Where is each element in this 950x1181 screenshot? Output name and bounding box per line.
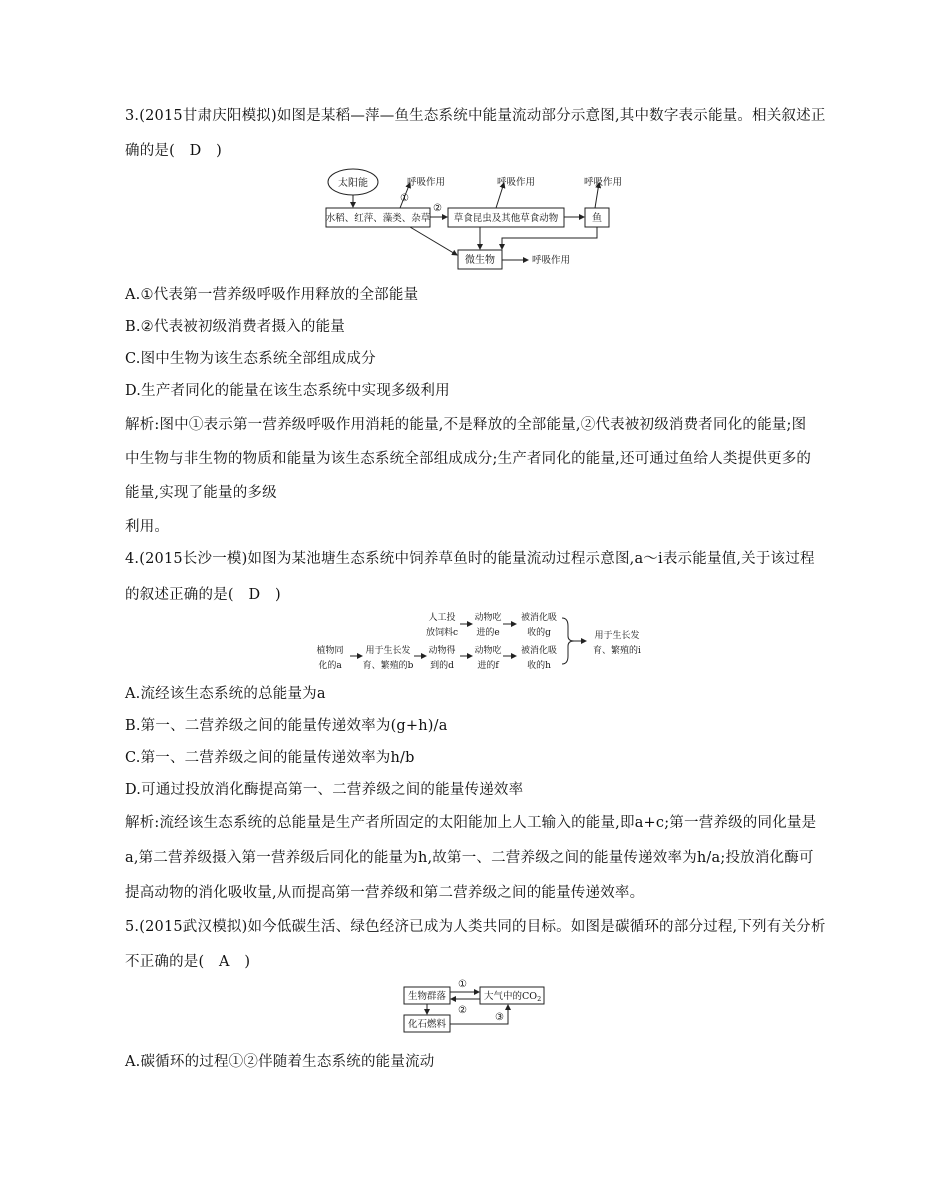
resp-label-2: 呼吸作用 [497, 177, 536, 188]
fish-label: 鱼 [592, 213, 602, 224]
eat-f-label-1: 动物吃 [474, 646, 502, 656]
resp-label-3: 呼吸作用 [584, 177, 623, 188]
q5-stem-line2: 不正确的是( A ) [125, 954, 251, 970]
marker-1: ① [400, 193, 409, 204]
marker-2: ② [433, 203, 442, 214]
marker-3: ③ [495, 1012, 504, 1023]
q4-energy-flow-diagram [310, 608, 670, 680]
abs-h-label-1: 被消化吸 [520, 646, 558, 656]
resp-label-4: 呼吸作用 [532, 255, 571, 266]
q3-energy-flow-diagram [300, 165, 640, 275]
consumers-label: 草食昆虫及其他草食动物 [453, 213, 559, 224]
plant-label-1: 植物同 [316, 646, 344, 656]
q4-option-a: A.流经该生态系统的总能量为a [125, 686, 326, 702]
abs-g-label-1: 被消化吸 [520, 613, 558, 623]
q3-option-b: B.②代表被初级消费者摄入的能量 [125, 319, 345, 335]
q4-explanation-line2: a,第二营养级摄入第一营养级后同化的能量为h,故第一、二营养级之间的能量传递效率为h/a;投放消化酶可 [125, 850, 814, 866]
eat-e-label-1: 动物吃 [474, 613, 502, 623]
q4-option-b: B.第一、二营养级之间的能量传递效率为(g+h)/a [125, 718, 448, 734]
q3-option-d: D.生产者同化的能量在该生态系统中实现多级利用 [125, 383, 450, 399]
get-d-label-1: 动物得 [428, 646, 456, 656]
q3-option-c: C.图中生物为该生态系统全部组成成分 [125, 351, 376, 367]
eat-f-label-2: 进的f [477, 661, 499, 671]
q4-stem-line1: 4.(2015长沙一模)如图为某池塘生态系统中饲养草鱼时的能量流动过程示意图,a～i表示能量值,关于该过程 [125, 551, 815, 567]
atmosphere-label: 大气中的$CO_2$ [484, 991, 542, 1003]
q3-explanation-line4: 利用。 [125, 519, 170, 535]
get-d-label-2: 到的d [430, 661, 454, 671]
sun-label: 太阳能 [338, 178, 368, 189]
q3-explanation-line3: 能量,实现了能量的多级 [125, 485, 277, 501]
q5-option-a: A.碳循环的过程①②伴随着生态系统的能量流动 [125, 1054, 435, 1070]
q4-explanation-line1: 解析:流经该生态系统的总能量是生产者所固定的太阳能加上人工输入的能量,即a+c;第一营养级的同化量是 [125, 815, 817, 831]
fossil-label: 化石燃料 [407, 1019, 447, 1030]
feed-label-1: 人工投 [428, 613, 456, 623]
growth-b-label-1: 用于生长发 [365, 646, 411, 656]
q3-option-a: A.①代表第一营养级呼吸作用释放的全部能量 [125, 287, 419, 303]
q3-explanation-line1: 解析:图中①表示第一营养级呼吸作用消耗的能量,不是释放的全部能量,②代表被初级消费者同化的能量;图 [125, 417, 807, 433]
growth-i-label-1: 用于生长发 [594, 631, 640, 641]
growth-b-label-2: 育、繁殖的b [362, 661, 414, 671]
feed-label-2: 放饲料c [425, 628, 459, 638]
plant-label-2: 化的a [318, 661, 342, 671]
growth-i-label-2: 育、繁殖的i [593, 646, 641, 656]
marker-1: ① [458, 979, 467, 990]
q5-carbon-cycle-diagram [400, 978, 560, 1040]
q3-explanation-line2: 中生物与非生物的物质和能量为该生态系统全部组成成分;生产者同化的能量,还可通过鱼给人类提供更多的 [125, 451, 812, 467]
q4-stem-line2: 的叙述正确的是( D ) [125, 587, 281, 603]
q3-stem-line1: 3.(2015甘肃庆阳模拟)如图是某稻—萍—鱼生态系统中能量流动部分示意图,其中数字表示能量。相关叙述正 [125, 108, 826, 124]
microbes-label: 微生物 [465, 255, 495, 266]
community-label: 生物群落 [407, 991, 447, 1002]
resp-label-1: 呼吸作用 [407, 177, 446, 188]
q4-option-d: D.可通过投放消化酶提高第一、二营养级之间的能量传递效率 [125, 782, 524, 798]
abs-g-label-2: 收的g [527, 628, 551, 638]
abs-h-label-2: 收的h [527, 661, 551, 671]
eat-e-label-2: 进的e [476, 628, 500, 638]
q4-explanation-line3: 提高动物的消化吸收量,从而提高第一营养级和第二营养级之间的能量传递效率。 [125, 885, 645, 901]
q3-stem-line2: 确的是( D ) [125, 143, 223, 159]
q5-stem-line1: 5.(2015武汉模拟)如今低碳生活、绿色经济已成为人类共同的目标。如图是碳循环的部分过程,下列有关分析 [125, 919, 826, 935]
marker-2: ② [458, 1005, 467, 1016]
producers-label: 水稻、红萍、藻类、杂草 [325, 213, 431, 224]
q4-option-c: C.第一、二营养级之间的能量传递效率为h/b [125, 750, 415, 766]
